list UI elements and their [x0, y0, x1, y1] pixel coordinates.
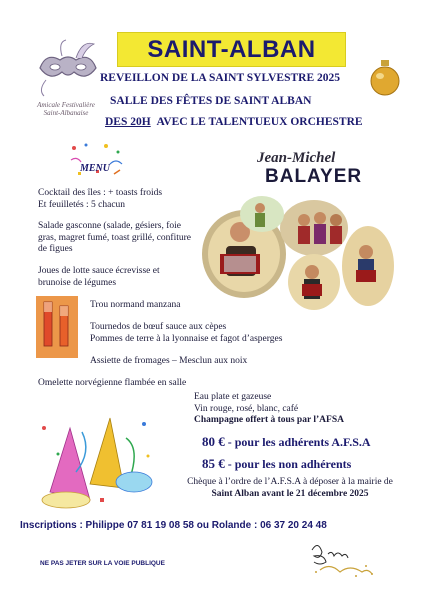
subtitle-line-3 [105, 116, 363, 128]
confetti-icon [66, 140, 126, 182]
menu-line: Et feuilletés : 5 chacun [38, 199, 126, 210]
menu-line: Joues de lotte sauce écrevisse et [38, 266, 160, 276]
ornament-icon [368, 58, 402, 98]
subtitle-line-2: SALLE DES FÊTES DE SAINT ALBAN [110, 95, 312, 107]
member-price: 80 € [202, 434, 225, 449]
price-members [202, 434, 371, 450]
mask-logo-icon [36, 38, 100, 98]
payment-info [170, 477, 410, 500]
menu-line: de figues [38, 244, 73, 254]
title-banner [117, 32, 346, 67]
menu-line: Salade gasconne (salade, gésiers, foie [38, 221, 181, 231]
start-time: DES 20H [105, 116, 151, 128]
inscriptions-contact: Inscriptions : Philippe 07 81 19 08 58 ou Rolande : 06 37 20 24 48 [20, 520, 327, 531]
artist-last-name: BALAYER [265, 166, 363, 187]
logo-caption [26, 101, 106, 117]
signature-decoration [306, 536, 378, 580]
page-title: SAINT-ALBAN [147, 35, 316, 63]
champagne-line: Champagne offert à tous par l’AFSA [194, 415, 344, 425]
menu-line: Pommes de terre à la lyonnaise et fagot d’asperges [90, 333, 283, 344]
orchestra-text: AVEC LE TALENTUEUX ORCHESTRE [156, 116, 363, 128]
menu-item-salade [38, 221, 191, 256]
menu-item-trou-normand: Trou normand manzana [90, 300, 181, 310]
footer-notice: NE PAS JETER SUR LA VOIE PUBLIQUE [40, 560, 165, 567]
menu-line: brunoise de légumes [38, 277, 117, 288]
menu-item-fromages: Assiette de fromages – Mesclun aux noix [90, 356, 248, 366]
menu-item-cocktail [38, 188, 162, 211]
payment-line-1: Chèque à l’ordre de l’A.F.S.A à déposer à la mairie de [187, 477, 393, 487]
menu-line: gras, magret fumé, toast grillé, confiture [38, 232, 192, 243]
subtitle-line-1: REVEILLON DE LA SAINT SYLVESTRE 2025 [100, 72, 340, 84]
orchestra-photo-collage [200, 192, 396, 314]
menu-label: MENU [80, 163, 111, 174]
menu-item-omelette: Omelette norvégienne flambée en salle [38, 378, 187, 388]
non-member-price: 85 € [202, 456, 225, 471]
logo-line-1: Amicale Festivalière [37, 101, 95, 109]
menu-item-tournedos [90, 322, 282, 345]
logo-line-2: Saint-Albanaise [43, 109, 89, 117]
drinks-block [194, 392, 344, 427]
drinks-line: Eau plate et gazeuse [194, 392, 272, 402]
member-price-label: - pour les adhérents A.F.S.A [224, 435, 371, 449]
menu-line: Tournedos de bœuf sauce aux cèpes [90, 322, 227, 332]
party-decoration-icon [30, 408, 158, 512]
price-non-members [202, 456, 351, 472]
menu-line: Cocktail des îles : + toasts froids [38, 188, 163, 198]
drinks-photo [36, 296, 78, 358]
artist-first-name: Jean-Michel [257, 150, 336, 166]
payment-line-2: Saint Alban avant le 21 décembre 2025 [211, 488, 369, 499]
non-member-price-label: - pour les non adhérents [224, 457, 352, 471]
drinks-line: Vin rouge, rosé, blanc, café [194, 403, 299, 414]
menu-item-lotte [38, 266, 160, 289]
